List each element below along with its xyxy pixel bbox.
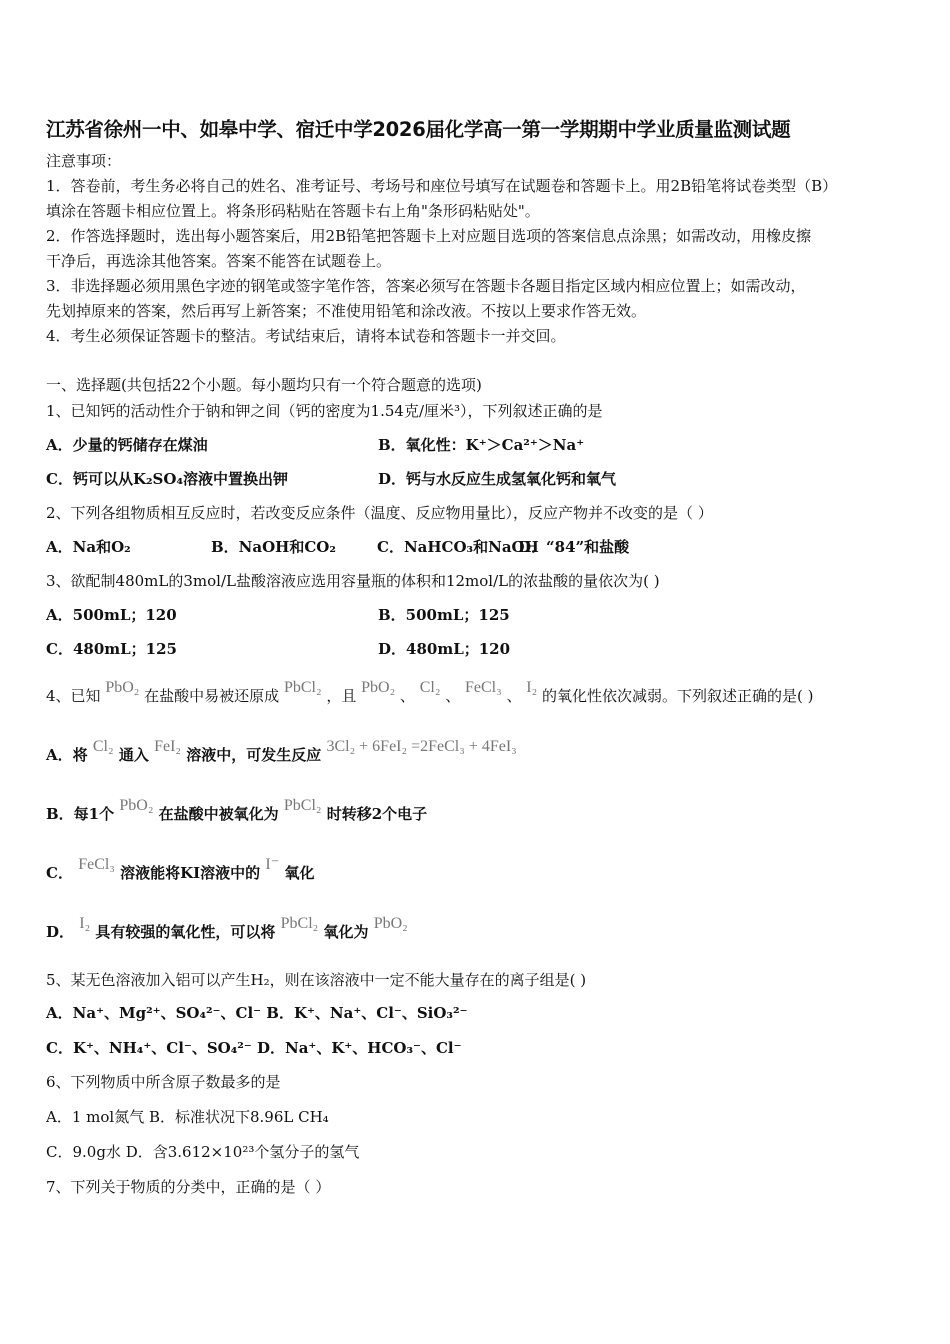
formula-cl2: Cl₂ (92, 738, 114, 755)
question-1-stem: 1、已知钙的活动性介于钠和钾之间（钙的密度为1.54克/厘米³），下列叙述正确的是 (46, 402, 603, 420)
question-1-row-1 (46, 435, 585, 455)
stem-text: 、 (445, 687, 461, 705)
question-4-option-a (46, 738, 517, 766)
notice-line: 3．非选择题必须用黑色字迹的钢笔或签字笔作答，答案必须写在答题卡各题目指定区域内相应位置上；如需改动， (46, 277, 806, 295)
question-1-row-2 (46, 469, 617, 489)
page-title: 江苏省徐州一中、如皋中学、宿迁中学2026届化学高一第一学期期中学业质量监测试题 (46, 118, 791, 141)
option-b: B．氧化性：K⁺＞Ca²⁺＞Na⁺ (378, 436, 585, 454)
stem-text: 、 (506, 687, 522, 705)
notice-heading: 注意事项： (46, 152, 122, 170)
option-text: 具有较强的氧化性，可以将 (95, 923, 276, 941)
question-4-stem (46, 679, 814, 707)
formula-pbcl2: PbCl₂ (283, 679, 322, 696)
option-text: 氧化 (284, 864, 315, 882)
option-d: D．480mL；120 (378, 640, 511, 658)
notice-line: 先划掉原来的答案，然后再写上新答案；不准使用铅笔和涂改液。不按以上要求作答无效。 (46, 302, 647, 320)
option-text: 在盐酸中被氧化为 (158, 805, 279, 823)
stem-text: ，且 (326, 687, 357, 705)
formula-pbcl2: PbCl₂ (283, 797, 322, 814)
option-b: B．500mL；125 (378, 606, 510, 624)
option-b: B．NaOH和CO₂ (211, 538, 336, 556)
stem-text: 的氧化性依次减弱。下列叙述正确的是( ) (541, 687, 814, 705)
formula-pbo2: PbO₂ (373, 915, 408, 932)
option-text: D． (46, 923, 75, 941)
formula-cl2: Cl₂ (419, 679, 441, 696)
question-3-stem: 3、欲配制480mL的3mol/L盐酸溶液应选用容量瓶的体积和12mol/L的浓盐酸的量依次为( ) (46, 572, 660, 590)
formula-fecl3: FeCl₃ (465, 679, 502, 696)
question-7-stem: 7、下列关于物质的分类中，正确的是（ ） (46, 1178, 331, 1196)
section-heading: 一、选择题(共包括22个小题。每小题均只有一个符合题意的选项) (46, 376, 482, 394)
option-c: C．NaHCO₃和NaOH (377, 538, 539, 556)
question-6-row-1: A．1 mol氮气 B．标准状况下8.96L CH₄ (46, 1108, 329, 1126)
option-text: 溶液中，可发生反应 (186, 746, 322, 764)
question-4-option-b (46, 797, 428, 825)
option-d: D．“84”和盐酸 (518, 538, 630, 556)
option-c: C．480mL；125 (46, 640, 177, 658)
option-a: A．Na和O₂ (46, 538, 131, 556)
question-2-stem: 2、下列各组物质相互反应时，若改变反应条件（温度、反应物用量比），反应产物并不改变的是（ ） (46, 504, 713, 522)
stem-text: 、 (399, 687, 415, 705)
stem-text: 在盐酸中易被还原成 (144, 687, 280, 705)
formula-equation: 3Cl₂ + 6FeI₂ =2FeCl₃ + 4FeI₃ (326, 738, 517, 755)
option-a: A．少量的钙储存在煤油 (46, 436, 208, 454)
question-3-row-2 (46, 639, 511, 659)
question-5-row-1: A．Na⁺、Mg²⁺、SO₄²⁻、Cl⁻ B．K⁺、Na⁺、Cl⁻、SiO₃²⁻ (46, 1004, 468, 1022)
option-text: A．将 (46, 746, 88, 764)
notice-line: 4．考生必须保证答题卡的整洁。考试结束后，请将本试卷和答题卡一并交回。 (46, 327, 566, 345)
option-text: 时转移2个电子 (326, 805, 428, 823)
question-5-row-2: C．K⁺、NH₄⁺、Cl⁻、SO₄²⁻ D．Na⁺、K⁺、HCO₃⁻、Cl⁻ (46, 1039, 462, 1057)
formula-iodide: I⁻ (265, 856, 280, 873)
formula-pbo2: PbO₂ (361, 679, 396, 696)
formula-pbcl2: PbCl₂ (280, 915, 319, 932)
notice-line: 填涂在答题卡相应位置上。将条形码粘贴在答题卡右上角"条形码粘贴处"。 (46, 202, 540, 220)
formula-i2: I₂ (526, 679, 538, 696)
option-text: C． (46, 864, 73, 882)
option-text: 溶液能将KI溶液中的 (120, 864, 261, 882)
option-text: 氧化为 (323, 923, 369, 941)
option-text: 通入 (118, 746, 149, 764)
question-4-option-c (46, 856, 315, 884)
question-2-options (46, 537, 630, 557)
notice-line: 干净后，再选涂其他答案。答案不能答在试题卷上。 (46, 252, 392, 270)
question-3-row-1 (46, 605, 510, 625)
notice-line: 2．作答选择题时，选出每小题答案后，用2B铅笔把答题卡上对应题目选项的答案信息点涂黑；如需改动，用橡皮擦 (46, 227, 812, 245)
formula-fecl3: FeCl₃ (78, 856, 115, 873)
question-5-stem: 5、某无色溶液加入铝可以产生H₂，则在该溶液中一定不能大量存在的离子组是( ) (46, 971, 587, 989)
option-text: B．每1个 (46, 805, 115, 823)
option-a: A．500mL；120 (46, 606, 177, 624)
question-6-stem: 6、下列物质中所含原子数最多的是 (46, 1073, 281, 1091)
formula-pbo2: PbO₂ (119, 797, 154, 814)
option-c: C．钙可以从K₂SO₄溶液中置换出钾 (46, 470, 289, 488)
formula-fei2: FeI₂ (154, 738, 181, 755)
formula-i2: I₂ (79, 915, 91, 932)
question-6-row-2: C．9.0g水 D．含3.612×10²³个氢分子的氢气 (46, 1143, 360, 1161)
notice-line: 1．答卷前，考生务必将自己的姓名、准考证号、考场号和座位号填写在试题卷和答题卡上。用2B铅笔将试卷类型（B） (46, 177, 838, 195)
stem-text: 4、已知 (46, 687, 101, 705)
formula-pbo2: PbO₂ (105, 679, 140, 696)
question-4-option-d (46, 915, 408, 943)
option-d: D．钙与水反应生成氢氧化钙和氧气 (378, 470, 617, 488)
